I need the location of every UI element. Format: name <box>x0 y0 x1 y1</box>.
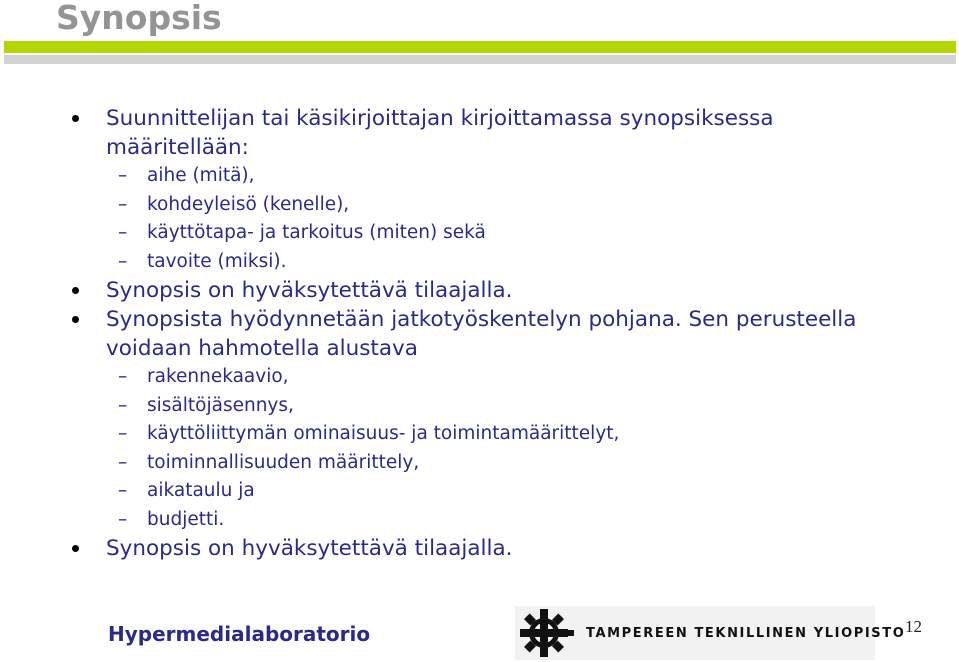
sub-bullet-item <box>0 248 959 277</box>
dash-icon: – <box>118 165 128 186</box>
footer-university-name: TAMPEREEN TEKNILLINEN YLIOPISTO <box>586 626 906 641</box>
dash-icon: – <box>118 222 128 243</box>
bullet-text: käyttöliittymän ominaisuus- ja toimintamäärittelyt, <box>147 423 620 444</box>
sub-bullet-item <box>0 363 959 392</box>
sub-bullet-item <box>0 449 959 478</box>
page-number: 12 <box>905 617 922 636</box>
bullet-text: tavoite (miksi). <box>147 250 287 272</box>
sub-bullet-item <box>0 219 959 248</box>
bullet-text: toiminnallisuuden määrittely, <box>147 451 420 473</box>
sub-bullet-item <box>0 191 959 220</box>
dash-icon: – <box>118 423 128 444</box>
title-divider <box>4 41 956 64</box>
tut-gear-logo-icon <box>518 607 574 659</box>
dash-icon: – <box>118 366 128 387</box>
title-divider-grey <box>4 55 956 64</box>
bullet-text: Synopsista hyödynnetään jatkotyöskentelyn pohjana. Sen perusteella voidaan hahmotella alustava <box>106 307 857 361</box>
footer-lab-name: Hypermedialaboratorio <box>108 622 371 646</box>
bullet-text: aikataulu ja <box>147 480 255 501</box>
bullet-text: aihe (mitä), <box>147 165 255 186</box>
dash-icon: – <box>118 193 128 215</box>
bullet-text: kohdeyleisö (kenelle), <box>147 193 350 215</box>
dash-icon: – <box>118 451 128 473</box>
slide-title: Synopsis <box>56 0 222 37</box>
bullet-text: rakennekaavio, <box>147 366 289 387</box>
bullet-item <box>0 104 866 162</box>
dash-icon: – <box>118 480 128 501</box>
bullet-text: Suunnittelijan tai käsikirjoittajan kirjoittamassa synopsiksessa määritellään: <box>106 106 774 160</box>
bullet-dot-icon <box>72 545 79 552</box>
sub-bullet-item <box>0 506 959 535</box>
bullet-text: Synopsis on hyväksytettävä tilaajalla. <box>106 278 513 303</box>
dash-icon: – <box>118 250 128 272</box>
bullet-text: sisältöjäsennys, <box>147 394 294 416</box>
bullet-item <box>0 534 866 563</box>
dash-icon: – <box>118 394 128 416</box>
bullet-dot-icon <box>72 115 79 122</box>
sub-bullet-item <box>0 392 959 421</box>
bullet-text: budjetti. <box>147 508 225 530</box>
bullet-text: Synopsis on hyväksytettävä tilaajalla. <box>106 536 513 561</box>
bullet-text: käyttötapa- ja tarkoitus (miten) sekä <box>147 222 486 243</box>
bullet-item <box>0 276 866 305</box>
bullet-item <box>0 305 866 363</box>
title-divider-green <box>4 41 956 53</box>
bullet-dot-icon <box>72 287 79 294</box>
sub-bullet-item <box>0 477 959 506</box>
sub-bullet-item <box>0 420 959 449</box>
sub-bullet-item <box>0 162 959 191</box>
dash-icon: – <box>118 508 128 530</box>
bullet-list <box>0 104 959 563</box>
bullet-dot-icon <box>72 316 79 323</box>
